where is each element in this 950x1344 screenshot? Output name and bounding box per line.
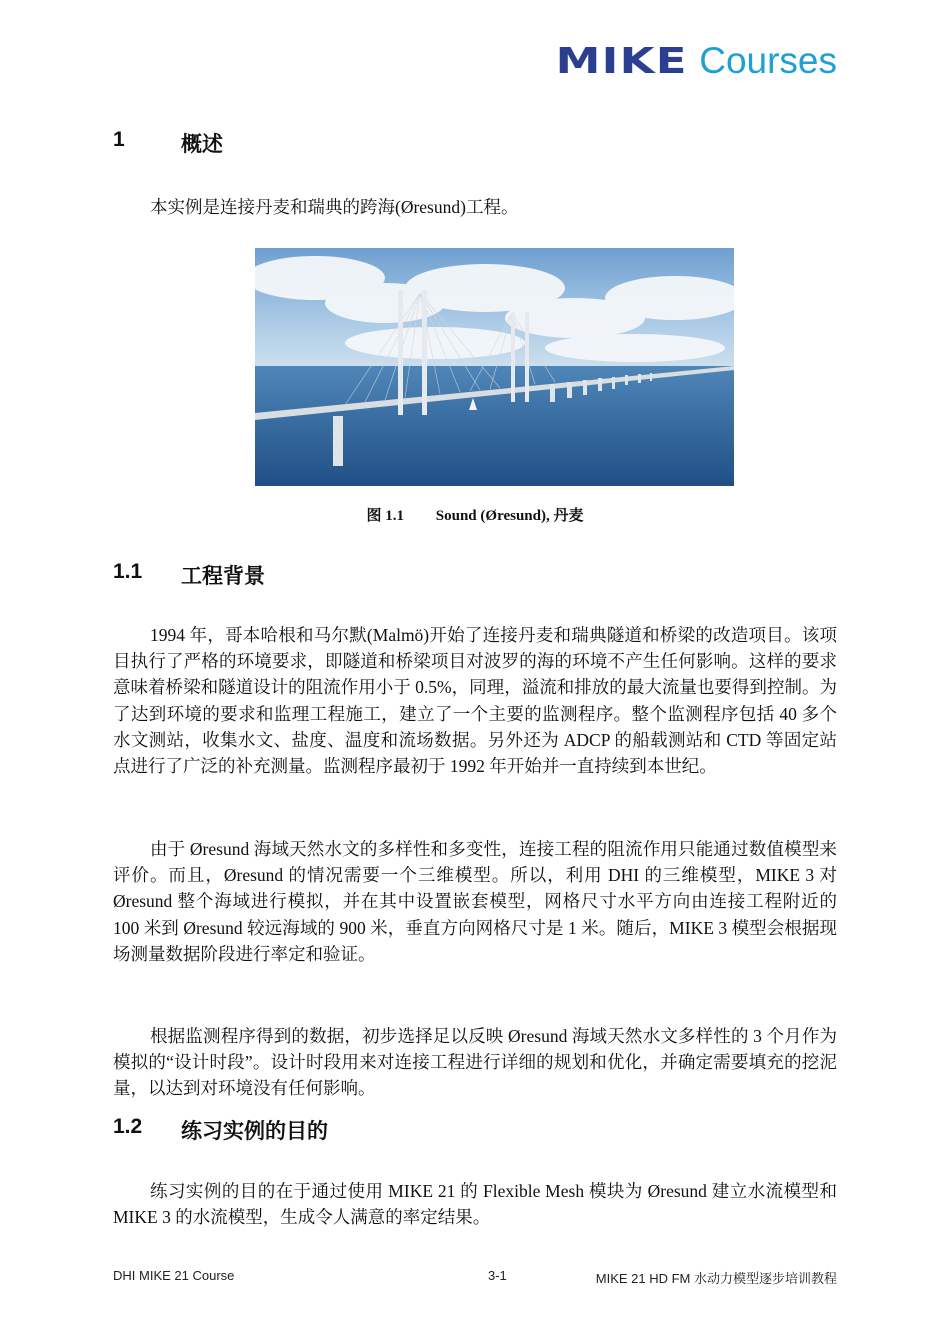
- section-1-2-title: 练习实例的目的: [181, 1120, 328, 1143]
- section-1-1-number: 1.1: [113, 560, 143, 583]
- logo-brand: MIKE: [555, 41, 688, 82]
- section-1-1-para-1: [113, 622, 837, 779]
- paragraph: 根据监测程序得到的数据，初步选择足以反映 Øresund 海域天然水文多样性的 3 个月作为模拟的“设计时段”。设计时段用来对连接工程进行详细的规划和优化，并确定需要填充的挖泥量，以达到对环境没有任何影响。: [113, 1026, 837, 1099]
- footer-right: MIKE 21 HD FM 水动力模型逐步培训教程: [595, 1271, 837, 1286]
- intro-paragraph: 本实例是连接丹麦和瑞典的跨海(Øresund)工程。: [150, 197, 519, 217]
- section-1-1-para-3: [113, 1023, 837, 1102]
- section-1-1-heading: [113, 560, 265, 590]
- figure-caption-text: Sound (Øresund), 丹麦: [435, 508, 584, 524]
- section-1-number: 1: [113, 128, 125, 151]
- section-1-2-para: [113, 1178, 837, 1230]
- paragraph: 练习实例的目的在于通过使用 MIKE 21 的 Flexible Mesh 模块为 Øresund 建立水流模型和 MIKE 3 的水流模型，生成令人满意的率定结果。: [113, 1181, 837, 1228]
- section-1-1-para-2: [113, 836, 837, 967]
- footer-left: DHI MIKE 21 Course: [113, 1268, 235, 1283]
- page-footer: [113, 1268, 837, 1288]
- paragraph: 由于 Øresund 海域天然水文的多样性和多变性，连接工程的阻流作用只能通过数值模型来评价。而且，Øresund 的情况需要一个三维模型。所以，利用 DHI 的三维模型，MIKE 3 对 Øresund 整个海域进行模拟，并在其中设置嵌套模型，网格尺寸水平方向由连接工程附近的 100 米到 Øresund 较远海域的 900 米，垂直方向网格尺寸是 1 米。随后，MIKE 3 模型会根据现场测量数据阶段进行率定和验证。: [113, 839, 837, 964]
- section-1-heading: [113, 128, 223, 158]
- section-1-2-heading: [113, 1115, 328, 1145]
- section-1-intro: [113, 194, 837, 220]
- page-number: 3-1: [488, 1268, 507, 1283]
- section-1-1-title: 工程背景: [181, 565, 265, 588]
- section-1-2-number: 1.2: [113, 1115, 143, 1138]
- paragraph: 1994 年，哥本哈根和马尔默(Malmö)开始了连接丹麦和瑞典隧道和桥梁的改造项目。该项目执行了严格的环境要求，即隧道和桥梁项目对波罗的海的环境不产生任何影响。这样的要求意味着桥梁和隧道设计的阻流作用小于 0.5%，同理，溢流和排放的最大流量也要得到控制。为了达到环境的要求和监理工程施工，建立了一个主要的监测程序。整个监测程序包括 40 多个水文测站，收集水文、盐度、温度和流场数据。另外还为 ADCP 的船载测站和 CTD 等固定站点进行了广泛的补充测量。监测程序最初于 1992 年开始并一直持续到本世纪。: [113, 625, 837, 777]
- figure-caption: [0, 504, 950, 525]
- figure-label: 图 1.1: [366, 508, 405, 524]
- section-1-title: 概述: [181, 133, 223, 156]
- logo-product: Courses: [699, 40, 837, 81]
- oresund-bridge-photo: [255, 248, 734, 486]
- mike-courses-logo: [555, 40, 838, 82]
